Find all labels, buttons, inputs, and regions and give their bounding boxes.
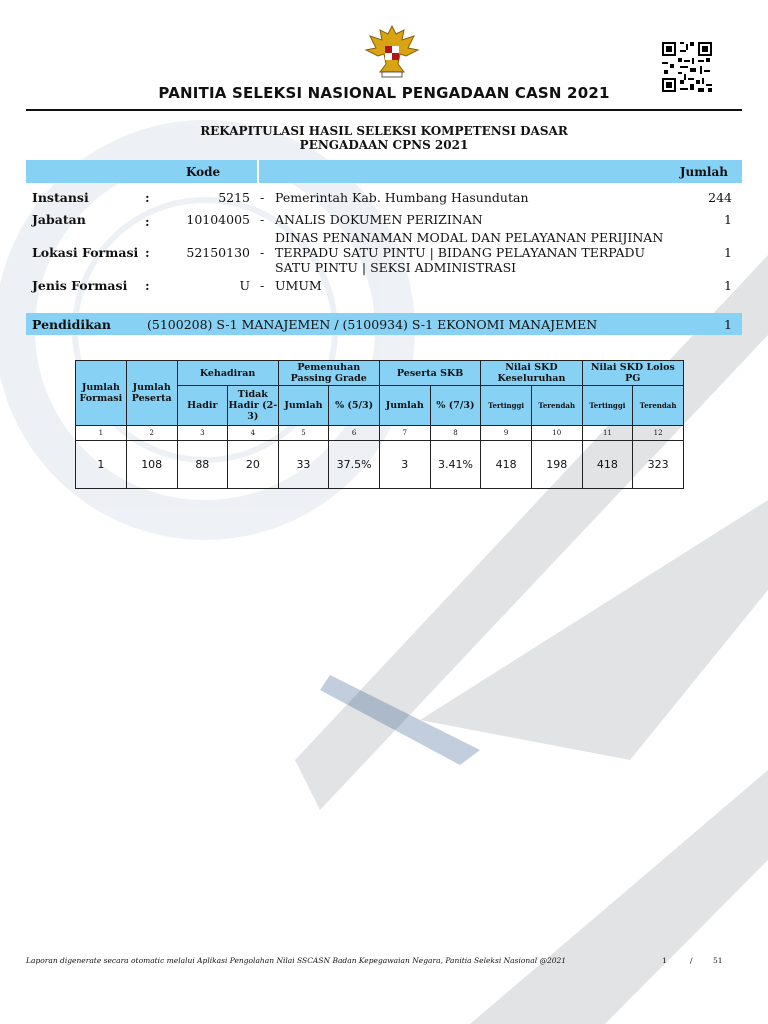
title-divider — [26, 109, 742, 111]
jenis-formasi-label: Jenis Formasi — [32, 278, 128, 293]
lokasi-formasi-value: DINAS PENANAMAN MODAL DAN PELAYANAN PERIJINAN TERPADU SATU PINTU | BIDANG PELAYANAN TERPADU SATU PINTU | SEKSI ADMINISTRASI — [275, 230, 664, 275]
jabatan-value: ANALIS DOKUMEN PERIZINAN — [275, 212, 483, 227]
col-nilai-skd-lolos-pg: Nilai SKD Lolos PG — [582, 361, 683, 386]
report-subtitle: PENGADAAN CPNS 2021 — [299, 138, 469, 152]
cell-jumlah-formasi: 1 — [76, 441, 127, 489]
cell-nilai-tertinggi: 418 — [481, 441, 532, 489]
lokasi-formasi-count: 1 — [724, 245, 732, 260]
cell-skb-jumlah: 3 — [379, 441, 430, 489]
garuda-emblem-icon — [360, 20, 424, 84]
col-number: 3 — [177, 426, 228, 441]
col-skb-persen: % (7/3) — [430, 386, 481, 426]
jenis-formasi-count: 1 — [724, 278, 732, 293]
lokasi-formasi-label: Lokasi Formasi — [32, 245, 139, 260]
pendidikan-count: 1 — [724, 317, 732, 332]
jabatan-label: Jabatan — [32, 212, 86, 227]
col-skb-jumlah: Jumlah — [379, 386, 430, 426]
col-number: 2 — [126, 426, 177, 441]
col-nilai-tertinggi: Tertinggi — [481, 386, 532, 426]
col-number: 5 — [278, 426, 329, 441]
col-nilai-skd-keseluruhan: Nilai SKD Keseluruhan — [481, 361, 582, 386]
footer-note: Laporan digenerate secara otomatic melalui Aplikasi Pengolahan Nilai SSCASN Badan Kepegawaian Negara, Panitia Seleksi Nasional @2021 — [26, 956, 567, 965]
instansi-colon: : — [145, 190, 150, 205]
col-peserta-skb: Peserta SKB — [379, 361, 480, 386]
cell-pg-jumlah: 33 — [278, 441, 329, 489]
report-title: REKAPITULASI HASIL SELEKSI KOMPETENSI DASAR — [200, 124, 568, 138]
column-number-row — [76, 426, 684, 441]
info-header-bar — [26, 160, 742, 183]
col-pg-persen: % (5/3) — [329, 386, 380, 426]
jabatan-code: 10104005 — [186, 212, 250, 227]
cell-skb-persen: 3.41% — [430, 441, 481, 489]
pendidikan-label: Pendidikan — [32, 317, 111, 332]
lokasi-formasi-colon: : — [145, 245, 150, 260]
page-number: 1 — [662, 956, 667, 965]
col-number: 12 — [633, 426, 684, 441]
page-separator: / — [690, 956, 693, 965]
results-table — [75, 360, 684, 489]
col-pemenuhan-passing-grade: Pemenuhan Passing Grade — [278, 361, 379, 386]
jenis-formasi-code: U — [239, 278, 250, 293]
lokasi-formasi-code: 52150130 — [186, 245, 250, 260]
col-lolos-terendah: Terendah — [633, 386, 684, 426]
col-number: 7 — [379, 426, 430, 441]
jumlah-header-label: Jumlah — [679, 165, 728, 179]
col-pg-jumlah: Jumlah — [278, 386, 329, 426]
pendidikan-bar — [26, 313, 742, 335]
jenis-formasi-value: UMUM — [275, 278, 322, 293]
instansi-code: 5215 — [218, 190, 250, 205]
col-kehadiran: Kehadiran — [177, 361, 278, 386]
col-lolos-tertinggi: Tertinggi — [582, 386, 633, 426]
cell-jumlah-peserta: 108 — [126, 441, 177, 489]
table-row — [76, 441, 684, 489]
cell-pg-persen: 37.5% — [329, 441, 380, 489]
cell-lolos-tertinggi: 418 — [582, 441, 633, 489]
col-number: 8 — [430, 426, 481, 441]
cell-hadir: 88 — [177, 441, 228, 489]
jabatan-colon: : — [145, 214, 150, 229]
col-number: 9 — [481, 426, 532, 441]
jenis-formasi-colon: : — [145, 278, 150, 293]
lokasi-formasi-dash: - — [260, 245, 265, 260]
kode-header-label: Kode — [186, 165, 221, 179]
page-title: PANITIA SELEKSI NASIONAL PENGADAAN CASN 2021 — [158, 84, 610, 102]
col-jumlah-formasi: Jumlah Formasi — [76, 361, 127, 426]
col-number: 1 — [76, 426, 127, 441]
jabatan-dash: - — [260, 212, 265, 227]
cell-nilai-terendah: 198 — [531, 441, 582, 489]
col-nilai-terendah: Terendah — [531, 386, 582, 426]
col-number: 11 — [582, 426, 633, 441]
col-number: 10 — [531, 426, 582, 441]
instansi-value: Pemerintah Kab. Humbang Hasundutan — [275, 190, 529, 205]
cell-lolos-terendah: 323 — [633, 441, 684, 489]
col-jumlah-peserta: Jumlah Peserta — [126, 361, 177, 426]
jabatan-count: 1 — [724, 212, 732, 227]
pendidikan-value: (5100208) S-1 MANAJEMEN / (5100934) S-1 EKONOMI MANAJEMEN — [147, 317, 598, 332]
jenis-formasi-dash: - — [260, 278, 265, 293]
col-number: 4 — [228, 426, 279, 441]
page-total: 51 — [713, 956, 723, 965]
instansi-label: Instansi — [32, 190, 89, 205]
instansi-count: 244 — [708, 190, 732, 205]
col-tidak-hadir: Tidak Hadir (2-3) — [228, 386, 279, 426]
col-number: 6 — [329, 426, 380, 441]
cell-tidak-hadir: 20 — [228, 441, 279, 489]
instansi-dash: - — [260, 190, 265, 205]
header-separator — [257, 160, 259, 183]
col-hadir: Hadir — [177, 386, 228, 426]
